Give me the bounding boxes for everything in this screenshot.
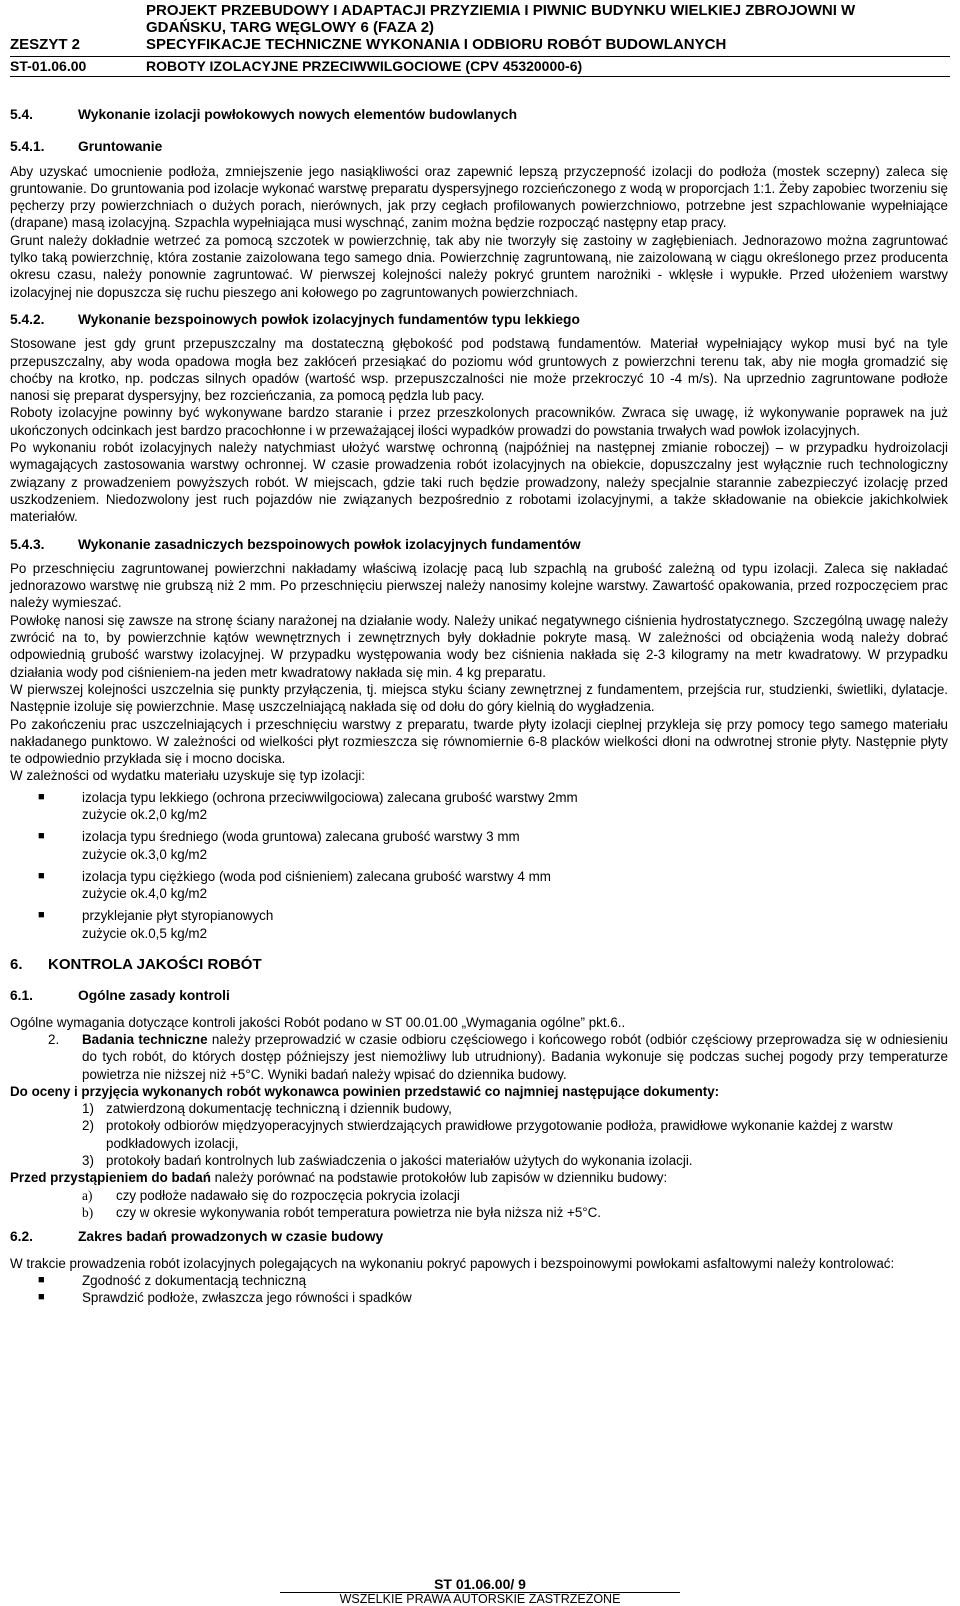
section-number: 5.4.3. <box>10 536 45 552</box>
paragraph: Stosowane jest gdy grunt przepuszczalny ma dostateczną głębokość pod podstawą fundamentów. Materiał wypełniający wykop musi być na tyle przepuszczalny, aby woda opadowa mogła bez zakłóceń przesiąkać do poziomu wód gruntowych z powierzchni terenu tak, aby nie mogła gromadzić się choćby na krotko, np. podczas silnych opadów (wartość wsp. przepuszczalności nie może przekroczyć 10 -4 m/s). Na uprzednio zagruntowane podłoże nanosi się preparat dyspersyjny, bez rozcieńczania, za pomocą pędzla lub pacy. <box>10 336 948 404</box>
list-item <box>10 868 948 903</box>
list-item-usage: zużycie ok.4,0 kg/m2 <box>82 886 208 902</box>
list-item <box>10 828 948 863</box>
list-item <box>10 1289 948 1306</box>
chapter-title: KONTROLA JAKOŚCI ROBÓT <box>48 956 262 974</box>
item-number: 2) <box>82 1118 94 1134</box>
paragraph-text: należy porównać na podstawie protokołów lub zapisów w dzienniku budowy: <box>210 1170 668 1186</box>
check-list <box>10 1187 948 1222</box>
list-item-usage: zużycie ok.2,0 kg/m2 <box>82 806 208 822</box>
section-title: Wykonanie izolacji powłokowych nowych elementów budowlanych <box>78 107 518 122</box>
list-item <box>10 907 948 942</box>
footer-divider <box>280 1592 680 1593</box>
paragraph: Po zakończeniu prac uszczelniających i przeschnięciu warstwy z preparatu, twarde płyty izolacji cieplnej przykleja się przy pomocy tego samego materiału nakładanego punktowo. W zależności od wielkości płyt rozmieszcza się równomiernie 6-8 placków wielkości dłoni na odwrotnej stronie płyty. Następnie płyty te odpowiednio przykłada się i mocno dociska. <box>10 716 948 767</box>
list-item <box>10 1187 948 1204</box>
item-text: należy przeprowadzić w czasie odbioru częściowego i końcowego robót (odbiór częściowy przeprowadza się w odniesieniu do tych robót, do których dostęp późniejszy jest niemożliwy lub utrudniony). Badania wykonuje się podczas suchej pogody przy temperaturze powietrza nie niższej niż +5°C. Wyniki badań należy wpisać do dziennika budowy. <box>82 1031 948 1082</box>
section-heading <box>10 138 948 155</box>
item-text: czy podłoże nadawało się do rozpoczęcia pokrycia izolacji <box>116 1187 460 1203</box>
header-address: GDAŃSKU, TARG WĘGLOWY 6 (FAZA 2) <box>146 19 435 36</box>
header-code-row <box>10 58 950 75</box>
header-code: ST-01.06.00 <box>10 58 87 74</box>
chapter-heading <box>10 956 948 973</box>
header-divider <box>10 56 950 57</box>
item-text: protokoły badań kontrolnych lub zaświadczenia o jakości materiałów użytych do wykonania izolacji. <box>106 1153 693 1169</box>
section-heading <box>10 536 948 553</box>
item-text: zatwierdzoną dokumentację techniczną i dziennik budowy, <box>106 1101 452 1117</box>
paragraph: W trakcie prowadzenia robót izolacyjnych polegających na wykonaniu pokryć papowych i bezspoinowymi powłokami asfaltowymi należy kontrolować: <box>10 1255 895 1271</box>
header-spec-title: SPECYFIKACJE TECHNICZNE WYKONANIA I ODBIORU ROBÓT BUDOWLANYCH <box>146 36 727 53</box>
insulation-type-list <box>10 789 948 942</box>
list-item-text: Zgodność z dokumentacją techniczną <box>82 1272 307 1288</box>
list-item <box>10 1117 948 1152</box>
section-title: Zakres badań prowadzonych w czasie budowy <box>78 1229 384 1245</box>
paragraph: Powłokę nanosi się zawsze na stronę ściany narażonej na działanie wody. Należy unikać negatywnego ciśnienia hydrostatycznego. Szczególną uwagę należy zwrócić na to, by powierzchnie kątów wewnętrznych i zewnętrznych były dokładnie pokryte masą. W zależności od obciążenia wodą należy dobrać odpowiednią grubość warstwy izolacyjnej. W przypadku występowania wody bez ciśnienia nakłada się 2-3 kilogramy na metr kwadratowy. W przypadku działania wody pod ciśnieniem-na jeden metr kwadratowy nakłada się min. 4 kg preparatu. <box>10 612 948 680</box>
section-number: 6.2. <box>10 1229 34 1245</box>
list-item-text: ■ izolacja typu średniego (woda gruntowa) zalecana grubość warstwy 3 mm <box>82 829 520 845</box>
section-title: Wykonanie zasadniczych bezspoinowych powłok izolacyjnych fundamentów <box>78 536 581 552</box>
paragraph: W zależności od wydatku materiału uzyskuje się typ izolacji: <box>10 768 365 784</box>
paragraph-bold-lead: Przed przystąpieniem do badań <box>10 1170 211 1186</box>
header-volume: ZESZYT 2 <box>10 36 81 53</box>
chapter-number: 6. <box>10 956 23 974</box>
header-left-1 <box>10 2 146 19</box>
section-number: 6.1. <box>10 988 34 1004</box>
list-item-text: Sprawdzić podłoże, zwłaszcza jego równości i spadków <box>82 1290 412 1306</box>
section-heading <box>10 106 948 123</box>
paragraph: Grunt należy dokładnie wetrzeć za pomocą szczotek w powierzchnię, tak aby nie tworzyły się zastoiny w zagłębieniach. Jednorazowo można zagruntować tylko taką powierzchnię, która zostanie zaizolowana tego samego dnia. Powierzchnię zagruntowaną, nie zaizolowaną w ciągu określonego przez producenta okresu czasu, należy ponownie zagruntować. W pierwszej kolejności należy pokryć gruntem narożniki - wklęsłe i wypukłe. Przed ułożeniem warstwy izolacyjnej nie dopuszcza się ruchu pieszego ani kołowego po zagruntowanych powierzchniach. <box>10 232 948 300</box>
paragraph: Po wykonaniu robót izolacyjnych należy natychmiast ułożyć warstwę ochronną (najpóźniej na następnej zmianie roboczej) – w przypadku hydroizolacji wymagających zastosowania warstwy ochronnej. W czasie prowadzenia robót izolacyjnych na obiekcie, dopuszczalny jest wyłącznie ruch technologiczny związany z prowadzeniem powyższych robót. W miejscach, gdzie taki ruch będzie prowadzony, należy specjalnie starannie zabezpieczyć izolację przed uszkodzeniem. Niedozwolony jest ruch pojazdów nie związanych bezpośrednio z robotami izolacyjnymi, a także składowanie na obiekcie jakichkolwiek materiałów. <box>10 440 948 525</box>
list-item-text: ■ izolacja typu lekkiego (ochrona przeciwwilgociowa) zalecana grubość warstwy 2mm <box>82 789 578 805</box>
header-left-2 <box>10 19 146 36</box>
list-item <box>10 1204 948 1221</box>
page-number: ST 01.06.00/ 9 <box>434 1576 526 1592</box>
list-item <box>10 1100 948 1117</box>
list-item <box>10 1152 948 1169</box>
section-title: Gruntowanie <box>78 139 163 155</box>
header-project-title: PROJEKT PRZEBUDOWY I ADAPTACJI PRZYZIEMIA I PIWNIC BUDYNKU WIELKIEJ ZBROJOWNI W <box>146 2 856 19</box>
item-text: czy w okresie wykonywania robót temperatura powietrza nie była niższa niż +5°C. <box>116 1204 602 1220</box>
list-item-usage: zużycie ok.0,5 kg/m2 <box>82 925 208 941</box>
section-number: 5.4.1. <box>10 139 45 155</box>
section-number: 5.4. <box>10 107 34 122</box>
documents-list <box>10 1100 948 1169</box>
section-title: Wykonanie bezspoinowych powłok izolacyjnych fundamentów typu lekkiego <box>78 311 580 327</box>
page-footer <box>0 1576 960 1606</box>
document-body <box>10 106 948 1306</box>
paragraph: Ogólne wymagania dotyczące kontroli jakości Robót podano w ST 00.01.00 „Wymagania ogólne” pkt.6.. <box>10 1014 626 1030</box>
copyright-notice: WSZELKIE PRAWA AUTORSKIE ZASTRZEŻONE <box>339 1592 621 1606</box>
paragraph <box>10 1169 948 1186</box>
item-letter: a) <box>82 1187 93 1203</box>
documents-heading: Do oceny i przyjęcia wykonanych robót wykonawca powinien przedstawić co najmniej następujące dokumenty: <box>10 1083 720 1099</box>
header-subtitle: ROBOTY IZOLACYJNE PRZECIWWILGOCIOWE (CPV 45320000-6) <box>146 58 583 74</box>
header-divider-bottom <box>10 76 950 77</box>
item-letter: b) <box>82 1204 94 1220</box>
section-number: 5.4.2. <box>10 311 45 327</box>
list-item-usage: zużycie ok.3,0 kg/m2 <box>82 846 208 862</box>
section-title: Ogólne zasady kontroli <box>78 988 230 1004</box>
control-list <box>10 1272 948 1307</box>
paragraph: Aby uzyskać umocnienie podłoża, zmniejszenie jego nasiąkliwości oraz zapewnić lepszą przyczepność izolacji do podłoża (mostek sczepny) zaleca się gruntowanie. Do gruntowania pod izolacje wykonać warstwę preparatu dyspersyjnego rozcieńczonego z wodą w proporcjach 1:1. Żeby zapobiec tworzeniu się pęcherzy przy powierzchniach o dużych porach, nierównych, jak przy cegłach profilowanych powierzchniowo, potrzebne jest szpachlowanie wypełniające (drapane) masą izolacyjną. Szpachla wypełniająca musi wyschnąć, zanim można będzie rozpocząć następny etap pracy. <box>10 163 948 231</box>
section-heading <box>10 311 948 328</box>
item-bold-lead: Badania techniczne <box>82 1031 208 1047</box>
item-number: 2. <box>48 1031 60 1047</box>
item-number: 1) <box>82 1101 94 1117</box>
paragraph: W pierwszej kolejności uszczelnia się punkty przyłączenia, tj. miejsca styku ściany zewnętrznej z fundamentem, przejścia rur, studzienki, świetliki, dylatacje. Następnie izoluje się powierzchnie. Masę uszczelniającą nakłada się od dołu do góry kielnią do wygładzenia. <box>10 681 948 715</box>
item-text: protokoły odbiorów międzyoperacyjnych stwierdzających prawidłowe przygotowanie podłoża, prawidłowe wykonanie każdej z warstw podkładowych izolacji, <box>106 1118 893 1151</box>
list-item <box>10 789 948 824</box>
page-header <box>10 2 950 53</box>
section-heading <box>10 1228 948 1245</box>
list-item-text: ■ przyklejanie płyt styropianowych <box>82 908 274 924</box>
paragraph: Po przeschnięciu zagruntowanej powierzchni nakładamy właściwą izolację pacą lub szpachlą na grubość zależną od typu izolacji. Zaleca się nakładać jednorazowo warstwę nie grubszą niż 2 mm. Po przeschnięciu pierwszej należy nanosimy kolejne warstwy. Zawartość opakowania, przed rozpoczęciem prac należy wymieszać. <box>10 560 948 611</box>
list-item-text: ■ izolacja typu ciężkiego (woda pod ciśnieniem) zalecana grubość warstwy 4 mm <box>82 868 551 884</box>
section-heading <box>10 987 948 1004</box>
list-item <box>10 1272 948 1289</box>
paragraph: Roboty izolacyjne powinny być wykonywane bardzo staranie i przez przeszkolonych pracowników. Zwraca się uwagę, iż wykonywanie poprawek na już ukończonych odcinkach jest bardzo pracochłonne i w przeważającej ilości wypadków prowadzi do powstania trwałych wad powłok izolacyjnych. <box>10 405 948 438</box>
numbered-item <box>10 1031 948 1083</box>
item-number: 3) <box>82 1153 94 1169</box>
